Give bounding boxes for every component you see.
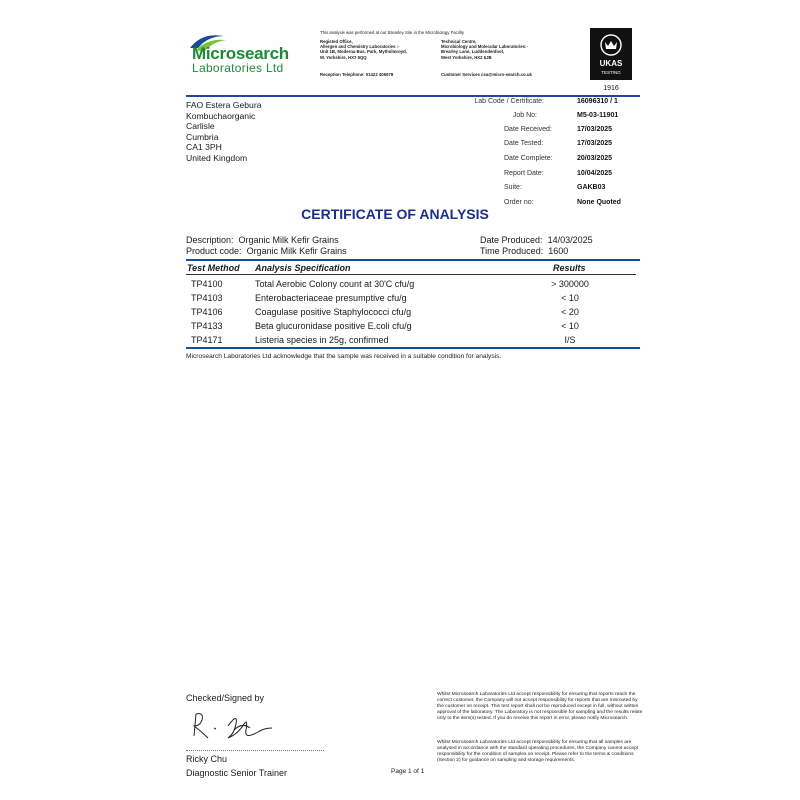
- acknowledgement-text: Microsearch Laboratories Ltd acknowledge that the sample was received in a suitable condition for analysis.: [186, 353, 502, 360]
- signed-by-heading: Checked/Signed by: [186, 693, 265, 703]
- row-method: TP4171: [191, 335, 223, 345]
- row-result: < 10: [561, 321, 579, 331]
- crown-icon: [590, 30, 632, 60]
- header-underline: [186, 274, 636, 275]
- page-number: Page 1 of 1: [391, 768, 425, 775]
- row-spec: Beta glucuronidase positive E.coli cfu/g: [255, 321, 412, 331]
- signatory-name: Ricky Chu: [186, 754, 228, 764]
- technical-centre: Technical Centre, Microbiology and Molecular Laboratories:- Brearley Lane, Luddendenfoot, West Yorkshire, HX2 6JB: [441, 39, 528, 60]
- product-code-line: Product code: Organic Milk Kefir Grains: [186, 246, 347, 256]
- row-spec: Listeria species in 25g, confirmed: [255, 335, 389, 345]
- table-top-divider: [186, 259, 640, 261]
- ukas-number: 1916: [603, 85, 619, 92]
- detail-label: Order no:: [504, 199, 534, 206]
- row-spec: Coagulase positive Staphylococci cfu/g: [255, 307, 412, 317]
- reception-telephone: Reception Telephone: 01422 405678: [320, 72, 394, 77]
- detail-value: 16096310 / 1: [577, 98, 618, 105]
- detail-value: GAKB03: [577, 184, 606, 191]
- detail-value: M5-03-11901: [577, 112, 619, 119]
- detail-label: Date Complete:: [504, 155, 553, 162]
- customer-services: Customer Services csa@micro-search.co.uk: [441, 72, 532, 77]
- signatory-role: Diagnostic Senior Trainer: [186, 768, 288, 778]
- row-spec: Enterobacteriaceae presumptive cfu/g: [255, 293, 407, 303]
- detail-value: 17/03/2025: [577, 140, 613, 147]
- recipient-address: FAO Estera Gebura Kombuchaorganic Carlisle Cumbria CA1 3PH United Kingdom: [186, 100, 262, 163]
- time-produced-line: Time Produced: 1600: [480, 246, 569, 256]
- detail-label: Suite:: [504, 184, 522, 191]
- row-result: I/S: [564, 335, 576, 345]
- disclaimer-reports: Whilst Microsearch Laboratories Ltd accept responsibility for ensuring that reports reach the correct customer, the Company will not accept responsibility for reports that are misrouted by the customer on receipt. This test report shall not be reproduced except in full, without written approval of the laboratory. The Laboratory is not responsible for sampling and the results relate only to the item(s) tested. If you do receive this report in error, please notify Microsearch.: [437, 692, 643, 721]
- ukas-testing: TESTING: [601, 70, 621, 75]
- detail-value: None Quoted: [577, 199, 621, 206]
- document-title: CERTIFICATE OF ANALYSIS: [301, 206, 489, 222]
- signature-line: [186, 750, 324, 751]
- row-result: > 300000: [551, 279, 589, 289]
- detail-label: Report Date:: [504, 170, 544, 177]
- ukas-mark: [590, 28, 632, 80]
- detail-label: Job No:: [512, 112, 537, 119]
- detail-value: 20/03/2025: [577, 155, 613, 162]
- row-method: TP4133: [191, 321, 223, 331]
- date-produced-line: Date Produced: 14/03/2025: [480, 235, 593, 245]
- row-method: TP4106: [191, 307, 223, 317]
- disclaimer-samples: Whilst Microsearch Laboratories Ltd accept responsibility for ensuring that all samples are analysed in accordance with the standard operating procedures, the Company cannot accept responsibility for the condition of samples on receipt. Please refer to the terms & conditions (Section 2) for guidance on sampling and storage requirements.: [437, 740, 639, 763]
- logo-wordmark: Microsearch: [192, 44, 289, 63]
- detail-value: 10/04/2025: [577, 170, 613, 177]
- detail-value: 17/03/2025: [577, 126, 613, 133]
- facility-note: This analysis was performed at our Brearley Site in the Microbiology Facility: [320, 30, 465, 35]
- detail-label: Date Tested:: [504, 140, 544, 147]
- row-method: TP4100: [191, 279, 223, 289]
- row-result: < 20: [561, 307, 579, 317]
- column-header-spec: Analysis Specification: [255, 263, 351, 273]
- description-line: Description: Organic Milk Kefir Grains: [186, 235, 339, 245]
- column-header-method: Test Method: [187, 263, 240, 273]
- row-result: < 10: [561, 293, 579, 303]
- handwritten-signature-icon: [188, 706, 278, 746]
- detail-label: Date Received:: [504, 126, 552, 133]
- ukas-label: UKAS: [599, 59, 623, 68]
- table-bottom-divider: [186, 347, 640, 349]
- row-spec: Total Aerobic Colony count at 30'C cfu/g: [255, 279, 415, 289]
- registered-office: Registed Office, Allergen and Chemistry Laboratories :- Unit 1B, Moderna Bus. Park, Mytholmroyd, W. Yorkshire, HX7 5QQ: [320, 39, 407, 60]
- logo-subtitle: Laboratories Ltd: [192, 61, 284, 75]
- header-divider: [186, 95, 640, 97]
- column-header-results: Results: [553, 263, 586, 273]
- row-method: TP4103: [191, 293, 223, 303]
- detail-label: Lab Code / Certificate:: [474, 98, 544, 105]
